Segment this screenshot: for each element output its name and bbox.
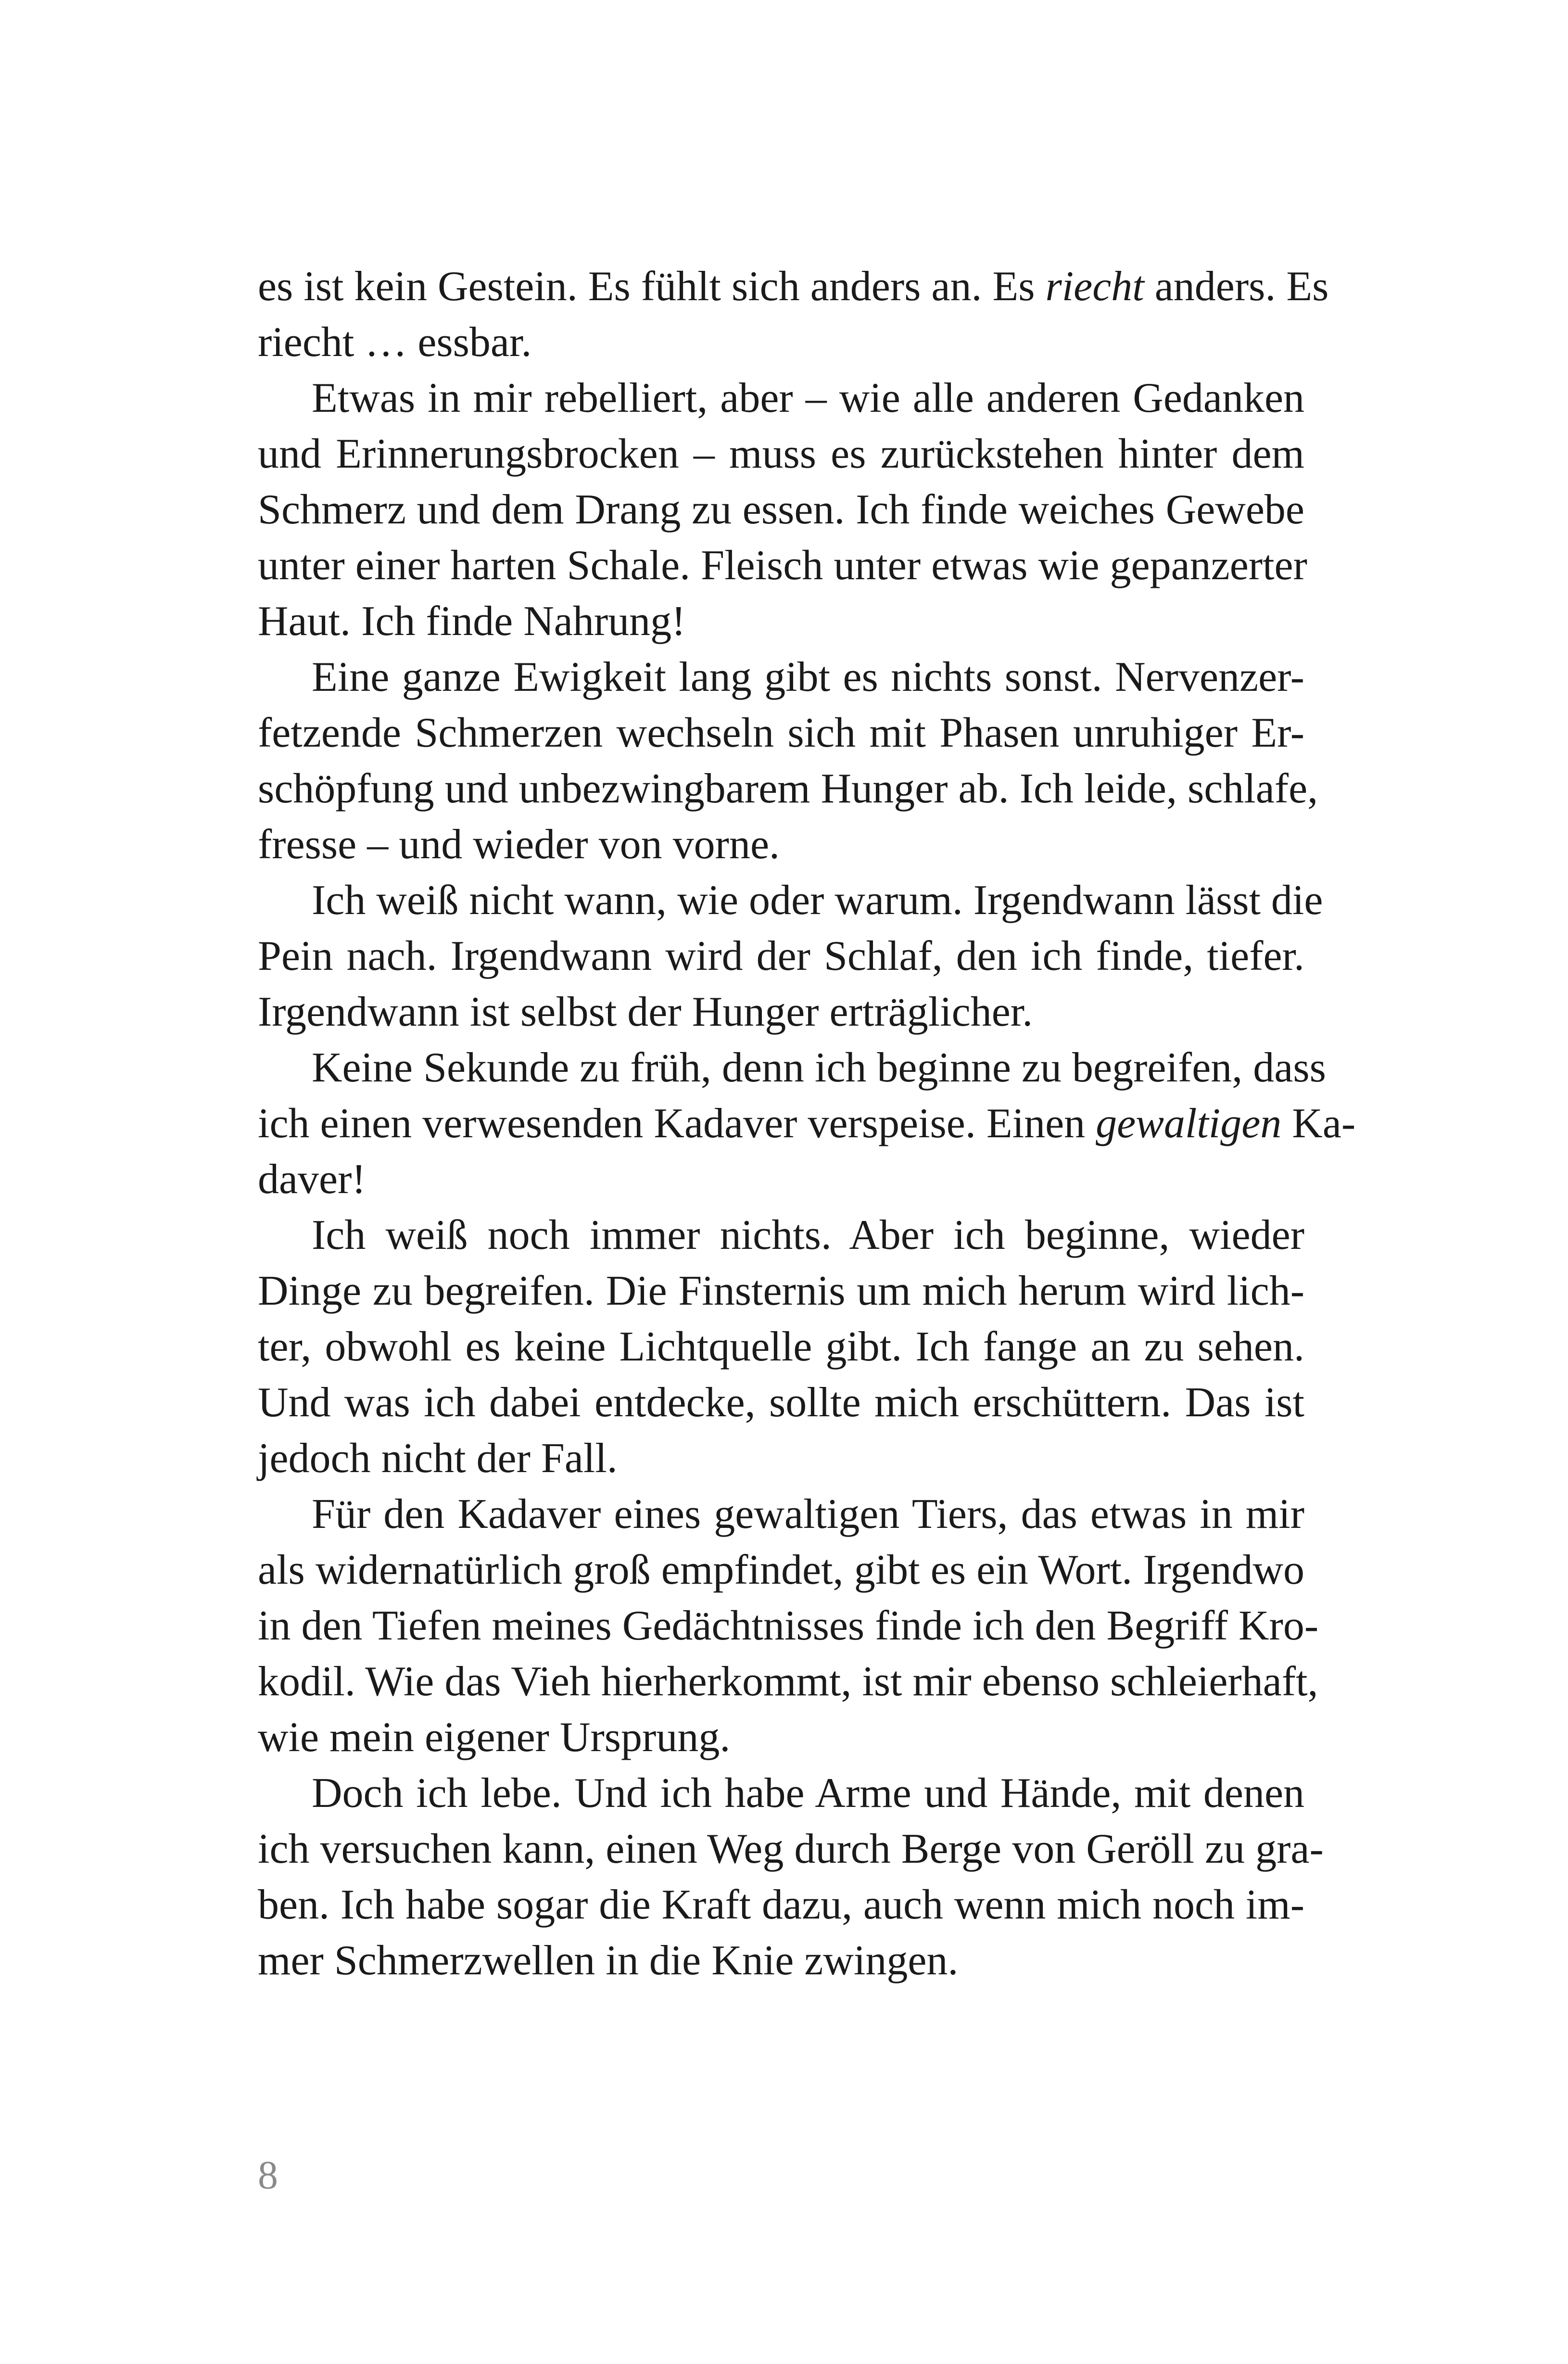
paragraph: [258, 259, 1329, 370]
text-line: [258, 1263, 1304, 1319]
text-segment: als widernatürlich groß empfindet, gibt es ein Wort. Irgendwo: [258, 1547, 1304, 1593]
text-segment: Ka-: [1281, 1100, 1356, 1147]
text-line: [258, 1766, 1304, 1821]
italic-text: gewaltigen: [1096, 1100, 1282, 1147]
text-segment: ich versuchen kann, einen Weg durch Berge von Geröll zu gra-: [258, 1826, 1324, 1872]
text-segment: Eine ganze Ewigkeit lang gibt es nichts sonst. Nervenzer-: [312, 654, 1304, 700]
text-line: [258, 426, 1304, 482]
text-segment: Haut. Ich finde Nahrung!: [258, 598, 686, 645]
text-segment: Ich weiß nicht wann, wie oder warum. Irgendwann lässt die: [312, 877, 1323, 924]
text-segment: Keine Sekunde zu früh, denn ich beginne zu begreifen, dass: [312, 1044, 1326, 1091]
text-segment: Ich weiß noch immer nichts. Aber ich beginne, wieder: [312, 1212, 1304, 1258]
text-line: [258, 259, 1329, 315]
text-segment: Pein nach. Irgendwann wird der Schlaf, den ich finde, tiefer.: [258, 933, 1304, 979]
text-line: [258, 873, 1323, 928]
text-line: [258, 649, 1304, 705]
text-segment: schöpfung und unbezwingbarem Hunger ab. Ich leide, schlafe,: [258, 765, 1318, 812]
text-line: [258, 315, 1304, 370]
text-segment: Dinge zu begreifen. Die Finsternis um mich herum wird lich-: [258, 1268, 1304, 1314]
page-number: 8: [258, 2153, 278, 2198]
text-line: [258, 1933, 1304, 1989]
text-line: [258, 1152, 1304, 1207]
text-segment: fetzende Schmerzen wechseln sich mit Phasen unruhiger Er-: [258, 710, 1304, 756]
text-segment: mer Schmerzwellen in die Knie zwingen.: [258, 1937, 959, 1984]
text-segment: jedoch nicht der Fall.: [258, 1435, 618, 1482]
text-line: [258, 1710, 1304, 1766]
text-segment: unter einer harten Schale. Fleisch unter etwas wie gepanzerter: [258, 542, 1307, 589]
text-segment: daver!: [258, 1156, 366, 1203]
text-line: [258, 1654, 1318, 1710]
text-line: [258, 761, 1318, 817]
text-line: [258, 1207, 1304, 1263]
text-segment: riecht … essbar.: [258, 319, 532, 366]
text-line: [258, 1375, 1304, 1431]
paragraph: [258, 1207, 1304, 1487]
text-segment: Doch ich lebe. Und ich habe Arme und Hände, mit denen: [312, 1770, 1304, 1817]
text-line: [258, 1877, 1304, 1933]
text-line: [258, 538, 1307, 594]
text-line: [258, 370, 1304, 426]
text-line: [258, 594, 1304, 649]
text-segment: ter, obwohl es keine Lichtquelle gibt. Ich fange an zu sehen.: [258, 1323, 1304, 1370]
text-segment: fresse – und wieder von vorne.: [258, 821, 780, 868]
text-line: [258, 1319, 1304, 1375]
text-line: [258, 1487, 1304, 1542]
text-line: [258, 705, 1304, 761]
text-segment: in den Tiefen meines Gedächtnisses finde ich den Begriff Kro-: [258, 1602, 1319, 1649]
paragraph: [258, 370, 1307, 649]
text-line: [258, 1598, 1319, 1654]
body-text: [258, 259, 1356, 1989]
italic-text: riecht: [1045, 263, 1144, 310]
text-line: [258, 817, 1304, 873]
text-segment: es ist kein Gestein. Es fühlt sich anders an. Es: [258, 263, 1046, 310]
text-segment: Schmerz und dem Drang zu essen. Ich finde weiches Gewebe: [258, 486, 1304, 533]
paragraph: [258, 1766, 1324, 1989]
text-line: [258, 984, 1304, 1040]
text-segment: wie mein eigener Ursprung.: [258, 1714, 731, 1761]
paragraph: [258, 1040, 1356, 1207]
text-segment: Und was ich dabei entdecke, sollte mich erschüttern. Das ist: [258, 1379, 1304, 1426]
text-segment: Irgendwann ist selbst der Hunger erträglicher.: [258, 989, 1033, 1035]
text-segment: und Erinnerungsbrocken – muss es zurückstehen hinter dem: [258, 431, 1304, 477]
text-line: [258, 1821, 1324, 1877]
text-segment: anders. Es: [1144, 263, 1329, 310]
text-line: [258, 482, 1304, 538]
text-line: [258, 1431, 1304, 1487]
text-segment: ben. Ich habe sogar die Kraft dazu, auch wenn mich noch im-: [258, 1881, 1304, 1928]
text-segment: Für den Kadaver eines gewaltigen Tiers, das etwas in mir: [312, 1491, 1304, 1538]
text-segment: ich einen verwesenden Kadaver verspeise. Einen: [258, 1100, 1096, 1147]
text-line: [258, 1542, 1304, 1598]
paragraph: [258, 1487, 1319, 1766]
paragraph: [258, 649, 1318, 873]
text-segment: Etwas in mir rebelliert, aber – wie alle anderen Gedanken: [312, 375, 1304, 421]
paragraph: [258, 873, 1323, 1040]
text-line: [258, 1096, 1356, 1152]
text-line: [258, 1040, 1326, 1096]
text-line: [258, 928, 1304, 984]
text-segment: kodil. Wie das Vieh hierherkommt, ist mir ebenso schleierhaft,: [258, 1658, 1318, 1705]
